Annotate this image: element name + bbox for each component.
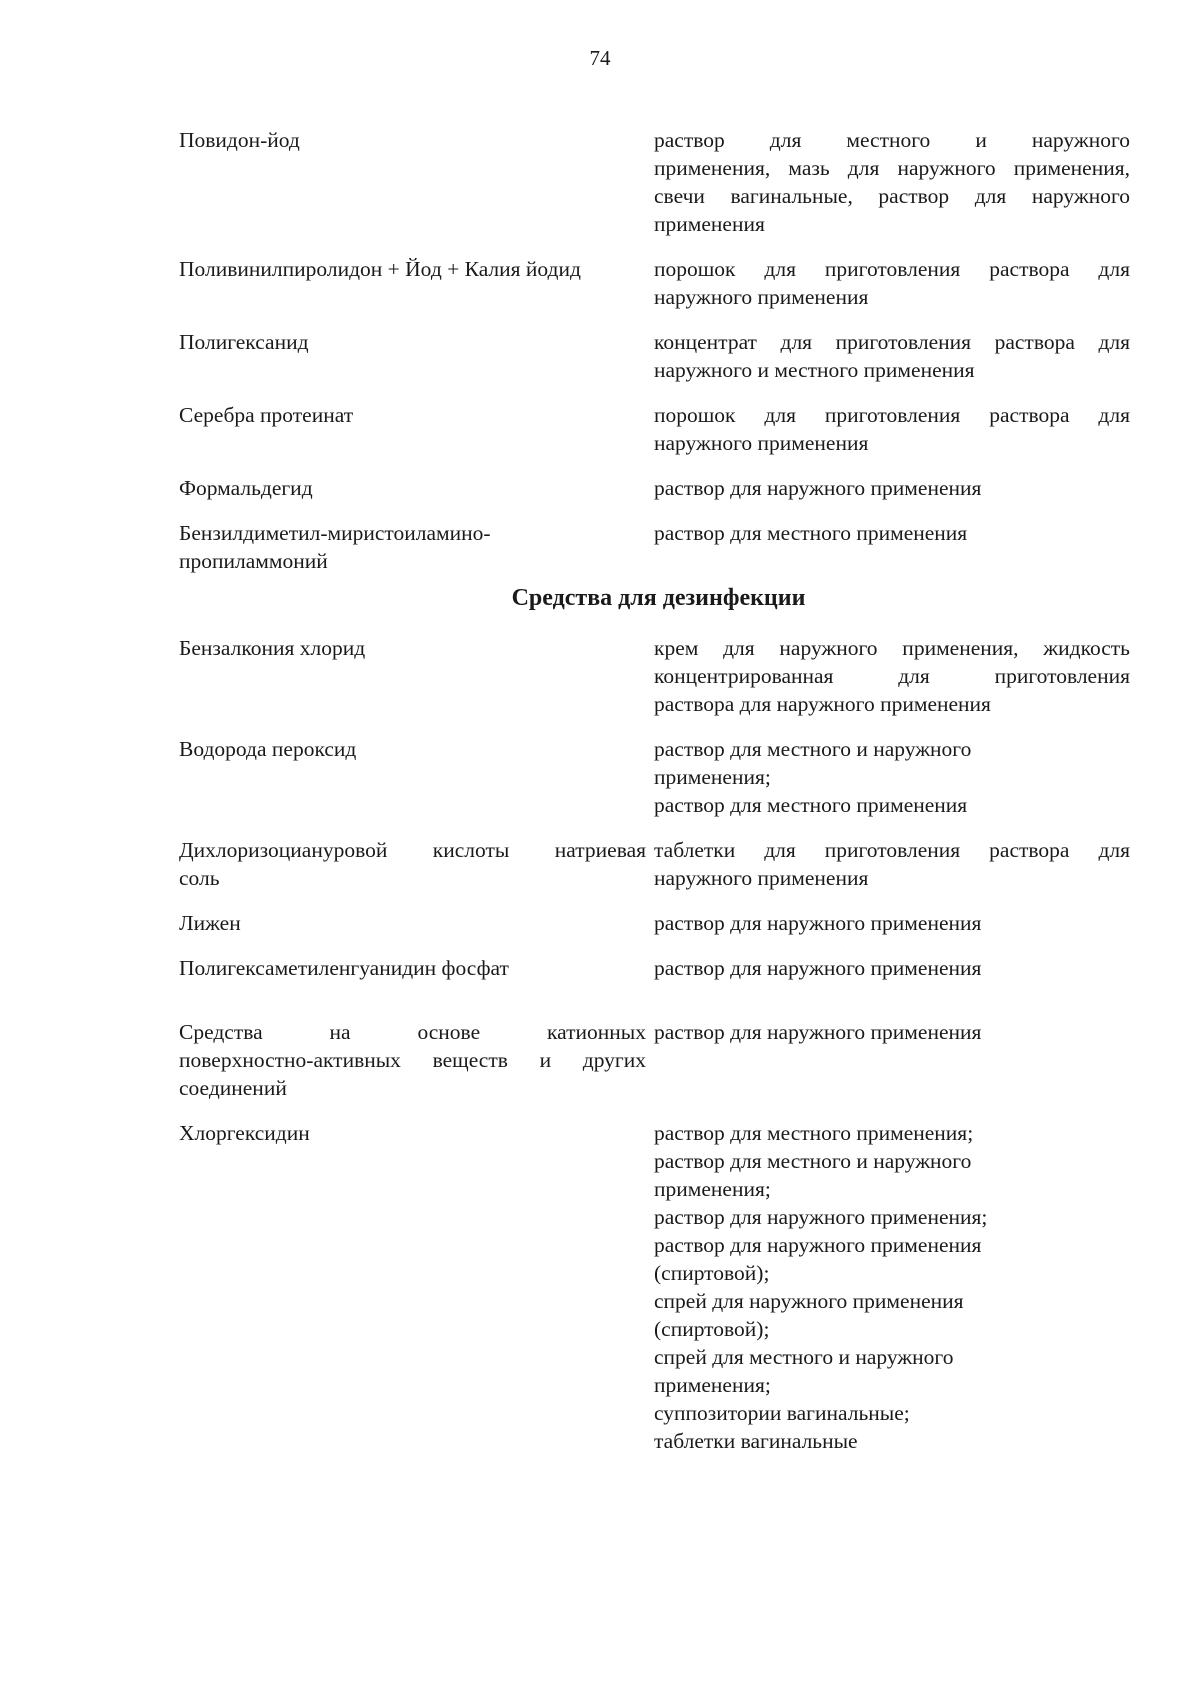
- dosage-form: [654, 1119, 1130, 1455]
- drug-name-line: Бензалкония хлорид: [179, 636, 366, 660]
- drug-name-line: Дихлоризоциануровой кислоты натриевая: [179, 838, 646, 862]
- rows-after-section: [179, 634, 1130, 1455]
- dosage-form-line: применения, мазь для наружного применения,: [654, 156, 1130, 180]
- dosage-form-line: раствор для местного применения: [654, 521, 968, 545]
- dosage-form: [654, 1018, 1130, 1046]
- table-row: [179, 954, 1130, 982]
- drug-name-line: Средства на основе катионных: [179, 1020, 646, 1044]
- table-row: [179, 126, 1130, 238]
- dosage-form-line: раствор для наружного применения: [654, 1020, 982, 1044]
- table-row: [179, 735, 1130, 819]
- drug-name: [179, 401, 646, 429]
- drug-name-line: Серебра протеинат: [179, 403, 354, 427]
- dosage-form-line: применения: [654, 212, 765, 236]
- drug-name: [179, 474, 646, 502]
- page-number: 74: [589, 46, 611, 70]
- dosage-form: [654, 401, 1130, 457]
- dosage-form-line: применения;: [654, 765, 771, 789]
- table-row: [179, 474, 1130, 502]
- dosage-form-line: применения;: [654, 1373, 771, 1397]
- drug-name-line: Лижен: [179, 911, 241, 935]
- dosage-form: [654, 909, 1130, 937]
- dosage-form-line: (спиртовой);: [654, 1317, 770, 1341]
- drug-table: [179, 126, 1130, 1455]
- table-row: [179, 328, 1130, 384]
- table-row: [179, 1119, 1130, 1455]
- drug-name-line: соединений: [179, 1076, 287, 1100]
- rows-before-section: [179, 126, 1130, 575]
- drug-name: [179, 836, 646, 892]
- dosage-form-line: таблетки вагинальные: [654, 1429, 858, 1453]
- dosage-form-line: наружного применения: [654, 866, 869, 890]
- drug-name: [179, 735, 646, 763]
- dosage-form-line: раствор для местного применения;: [654, 1121, 974, 1145]
- drug-name: [179, 328, 646, 356]
- dosage-form: [654, 519, 1130, 547]
- drug-name: [179, 255, 646, 283]
- drug-name: [179, 954, 646, 982]
- dosage-form-line: порошок для приготовления раствора для: [654, 403, 1130, 427]
- drug-name: [179, 126, 646, 154]
- dosage-form-line: раствор для местного и наружного: [654, 1149, 972, 1173]
- dosage-form-line: спрей для местного и наружного: [654, 1345, 954, 1369]
- drug-name: [179, 1119, 646, 1147]
- drug-name-line: Водорода пероксид: [179, 737, 357, 761]
- table-row: [179, 836, 1130, 892]
- dosage-form-line: концентрированная для приготовления: [654, 664, 1130, 688]
- dosage-form-line: раствора для наружного применения: [654, 692, 991, 716]
- dosage-form-line: порошок для приготовления раствора для: [654, 257, 1130, 281]
- table-row: [179, 519, 1130, 575]
- dosage-form-line: раствор для наружного применения: [654, 1233, 982, 1257]
- table-row: [179, 634, 1130, 718]
- drug-name: [179, 909, 646, 937]
- dosage-form-line: раствор для наружного применения;: [654, 1205, 988, 1229]
- table-row: [179, 909, 1130, 937]
- dosage-form-line: раствор для местного применения: [654, 793, 968, 817]
- dosage-form-line: суппозитории вагинальные;: [654, 1401, 910, 1425]
- dosage-form: [654, 474, 1130, 502]
- dosage-form-line: свечи вагинальные, раствор для наружного: [654, 184, 1130, 208]
- drug-name-line: Бензилдиметил-миристоиламино-: [179, 521, 491, 545]
- dosage-form-line: наружного применения: [654, 285, 869, 309]
- dosage-form: [654, 735, 1130, 819]
- dosage-form-line: применения;: [654, 1177, 771, 1201]
- dosage-form-line: раствор для местного и наружного: [654, 128, 1130, 152]
- dosage-form-line: спрей для наружного применения: [654, 1289, 964, 1313]
- drug-name-line: Поливинилпиролидон + Йод + Калия йодид: [179, 257, 581, 281]
- drug-name: [179, 519, 646, 575]
- dosage-form-line: крем для наружного применения, жидкость: [654, 636, 1130, 660]
- drug-name: [179, 634, 646, 662]
- dosage-form-line: раствор для наружного применения: [654, 911, 982, 935]
- dosage-form-line: раствор для наружного применения: [654, 956, 982, 980]
- dosage-form: [654, 634, 1130, 718]
- dosage-form: [654, 836, 1130, 892]
- dosage-form-line: (спиртовой);: [654, 1261, 770, 1285]
- drug-name: [179, 1018, 646, 1102]
- dosage-form-line: раствор для местного и наружного: [654, 737, 972, 761]
- dosage-form-line: таблетки для приготовления раствора для: [654, 838, 1130, 862]
- dosage-form-line: наружного применения: [654, 431, 869, 455]
- dosage-form-line: концентрат для приготовления раствора для: [654, 330, 1130, 354]
- dosage-form: [654, 255, 1130, 311]
- dosage-form-line: наружного и местного применения: [654, 358, 975, 382]
- dosage-form-line: раствор для наружного применения: [654, 476, 982, 500]
- table-row: [179, 255, 1130, 311]
- drug-name-line: пропиламмоний: [179, 549, 328, 573]
- dosage-form: [654, 328, 1130, 384]
- table-row: [179, 401, 1130, 457]
- section-title: [0, 583, 1200, 613]
- dosage-form: [654, 126, 1130, 238]
- drug-name-line: Полигексанид: [179, 330, 309, 354]
- table-row: [179, 1018, 1130, 1102]
- drug-name-line: соль: [179, 866, 220, 890]
- drug-name-line: Повидон-йод: [179, 128, 300, 152]
- drug-name-line: поверхностно-активных веществ и других: [179, 1048, 646, 1072]
- section-title-text: Средства для дезинфекции: [511, 585, 806, 611]
- drug-name-line: Формальдегид: [179, 476, 313, 500]
- drug-name-line: Полигексаметиленгуанидин фосфат: [179, 956, 509, 980]
- dosage-form: [654, 954, 1130, 982]
- drug-name-line: Хлоргексидин: [179, 1121, 310, 1145]
